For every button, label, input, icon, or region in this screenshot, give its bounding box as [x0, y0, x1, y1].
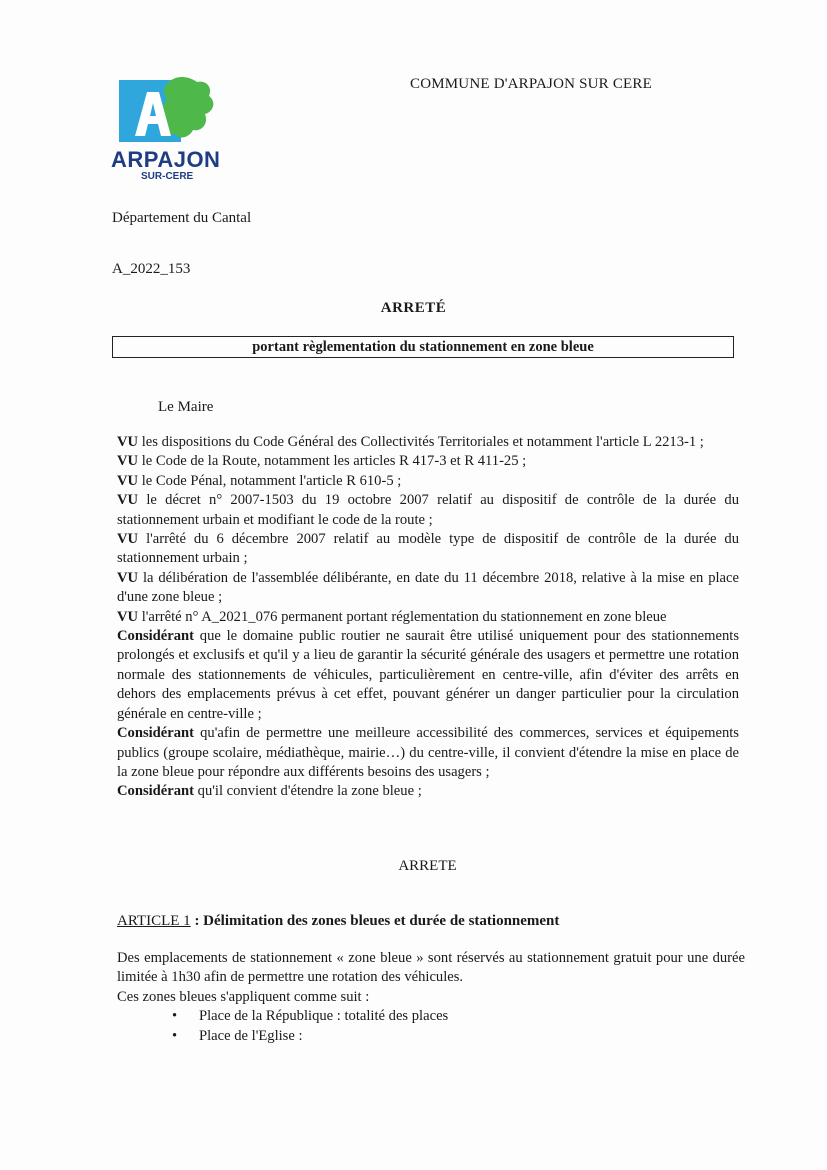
consideration-item: VU la délibération de l'assemblée délibérante, en date du 11 décembre 2018, relative à la mise en place d'une zone bleue ; — [117, 569, 739, 606]
consideration-item: VU l'arrêté n° A_2021_076 permanent portant réglementation du stationnement en zone bleue — [117, 608, 667, 625]
article-1-heading — [117, 913, 559, 930]
document-title — [0, 300, 827, 317]
consideration-item: Considérant qu'afin de permettre une meilleure accessibilité des commerces, services et équipements publics (groupe scolaire, médiathèque, mairie…) du centre-ville, il convient d'étendre la mise en place de la zone bleue pour répondre aux différents besoins des usagers ; — [117, 725, 739, 780]
consideration-item: VU le Code de la Route, notamment les articles R 417-3 et R 411-25 ; — [117, 453, 527, 470]
le-maire: Le Maire — [158, 399, 214, 415]
article-1-title: : Délimitation des zones bleues et durée de stationnement — [190, 913, 560, 929]
considerations-block — [117, 433, 739, 802]
consideration-item: Considérant qu'il convient d'étendre la zone bleue ; — [117, 783, 422, 800]
logo-text — [111, 149, 220, 183]
arrete-heading: ARRETE — [398, 858, 457, 874]
list-item: • Place de l'Eglise : — [117, 1027, 745, 1046]
consideration-item: Considérant que le domaine public routier ne saurait être utilisé uniquement pour des stationnements prolongés et exclusifs et qu'il y a lieu de garantir la sécurité générale des usagers et permettre une rotation normale des stationnements de véhicules, particulièrement en centre-ville, afin d'éviter des arrêts en dehors des emplacements prévus à cet effet, pouvant générer un danger particulier pour la circulation générale en centre-ville ; — [117, 628, 739, 722]
consideration-item: VU l'arrêté du 6 décembre 2007 relatif au modèle type de dispositif de contrôle de la durée du stationnement urbain ; — [117, 531, 739, 567]
subject-box: portant règlementation du stationnement en zone bleue — [112, 336, 734, 358]
logo-sub-text: SUR-CERE — [141, 171, 194, 182]
commune-name: COMMUNE D'ARPAJON SUR CERE — [410, 76, 652, 92]
consideration-item: VU les dispositions du Code Général des Collectivités Territoriales et notamment l'article L 2213-1 ; — [117, 434, 704, 450]
bullet-icon: • — [172, 1027, 178, 1044]
consideration-item: VU le décret n° 2007-1503 du 19 octobre 2007 relatif au dispositif de contrôle de la durée du stationnement urbain et modifiant le code de la route ; — [117, 492, 739, 528]
document-title-text: ARRETÉ — [380, 300, 447, 316]
article-1-number: ARTICLE 1 — [117, 913, 191, 929]
bullet-icon: • — [172, 1008, 178, 1025]
department-name: Département du Cantal — [112, 210, 252, 226]
logo-main-text: ARPAJON — [111, 147, 221, 172]
consideration-item: VU le Code Pénal, notamment l'article R 610-5 ; — [117, 472, 402, 489]
article-1-paragraph: Des emplacements de stationnement « zone bleue » sont réservés au stationnement gratuit pour une durée limitée à 1h30 afin de permettre une rotation des véhicules. — [117, 950, 745, 986]
reference-number: A_2022_153 — [112, 261, 191, 277]
article-1-paragraph: Ces zones bleues s'appliquent comme suit : — [117, 988, 370, 1005]
article-1-body — [117, 949, 745, 1046]
list-item: • Place de la République : totalité des places — [117, 1007, 745, 1026]
zone-list — [117, 1007, 745, 1046]
